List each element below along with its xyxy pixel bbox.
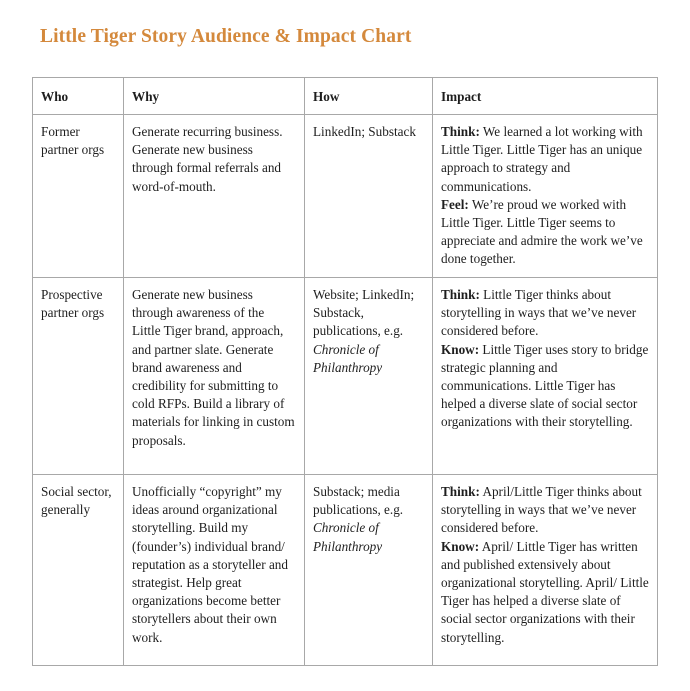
column-header-impact: Impact (433, 78, 658, 115)
table-row (33, 115, 658, 278)
why-cell: Generate new business through awareness of the Little Tiger brand, approach, and partner slate. Generate brand awareness and credibility for submitting to cold RFPs. Build a library of materials for linking in custom proposals. (124, 278, 305, 475)
impact-feel (441, 196, 649, 269)
how-text: Website; LinkedIn; Substack, publications, e.g. (313, 287, 415, 339)
document-title: Little Tiger Story Audience & Impact Chart (40, 26, 412, 47)
table-row (33, 278, 658, 475)
who-cell: Social sector, generally (33, 475, 124, 666)
impact-know (441, 341, 649, 432)
impact-text: Little Tiger uses story to bridge strategic planning and communications. Little Tiger has helped a diverse slate of social sector organizations with their storytelling. (441, 341, 649, 430)
impact-cell (433, 475, 658, 666)
impact-think (441, 123, 649, 196)
impact-text: April/Little Tiger thinks about storytelling in ways that we’ve never considered before. (441, 484, 642, 536)
why-cell: Unofficially “copyright” my ideas around organizational storytelling. Build my (founder’s) individual brand/ reputation as a storyteller and strategist. Help great organizations become better storytellers about their own work. (124, 475, 305, 666)
column-header-why: Why (124, 78, 305, 115)
table-row (33, 475, 658, 666)
how-text: LinkedIn; Substack (313, 124, 416, 139)
who-cell: Former partner orgs (33, 115, 124, 278)
column-header-who: Who (33, 78, 124, 115)
publication-title: Chronicle of Philanthropy (313, 520, 383, 554)
audience-impact-table (32, 77, 658, 666)
impact-label: Think: (441, 287, 480, 302)
impact-label: Think: (441, 484, 480, 499)
how-cell (305, 278, 433, 475)
impact-label: Feel: (441, 196, 469, 212)
impact-text: We learned a lot working with Little Tiger. Little Tiger has an unique approach to strategy and communications. (441, 124, 643, 194)
how-cell (305, 475, 433, 666)
impact-cell (433, 278, 658, 475)
table-header-row (33, 78, 658, 115)
impact-label: Know: (441, 341, 480, 357)
column-header-how: How (305, 78, 433, 115)
impact-label: Know: (441, 538, 480, 554)
impact-think (441, 286, 649, 341)
impact-text: April/ Little Tiger has written and published extensively about organizational storytelling. April/ Little Tiger has helped a diverse slate of social sector organizations with their storytelling. (441, 538, 649, 645)
impact-text: Little Tiger thinks about storytelling in ways that we’ve never considered before. (441, 287, 637, 339)
how-cell (305, 115, 433, 278)
who-cell: Prospective partner orgs (33, 278, 124, 475)
impact-label: Think: (441, 124, 480, 139)
impact-text: We’re proud we worked with Little Tiger. Little Tiger seems to appreciate and admire the work we’ve done together. (441, 196, 643, 267)
impact-cell (433, 115, 658, 278)
publication-title: Chronicle of Philanthropy (313, 341, 383, 375)
impact-know (441, 538, 649, 647)
why-cell: Generate recurring business. Generate new business through formal referrals and word-of-mouth. (124, 115, 305, 278)
how-text: Substack; media publications, e.g. (313, 484, 404, 518)
impact-think (441, 483, 649, 538)
